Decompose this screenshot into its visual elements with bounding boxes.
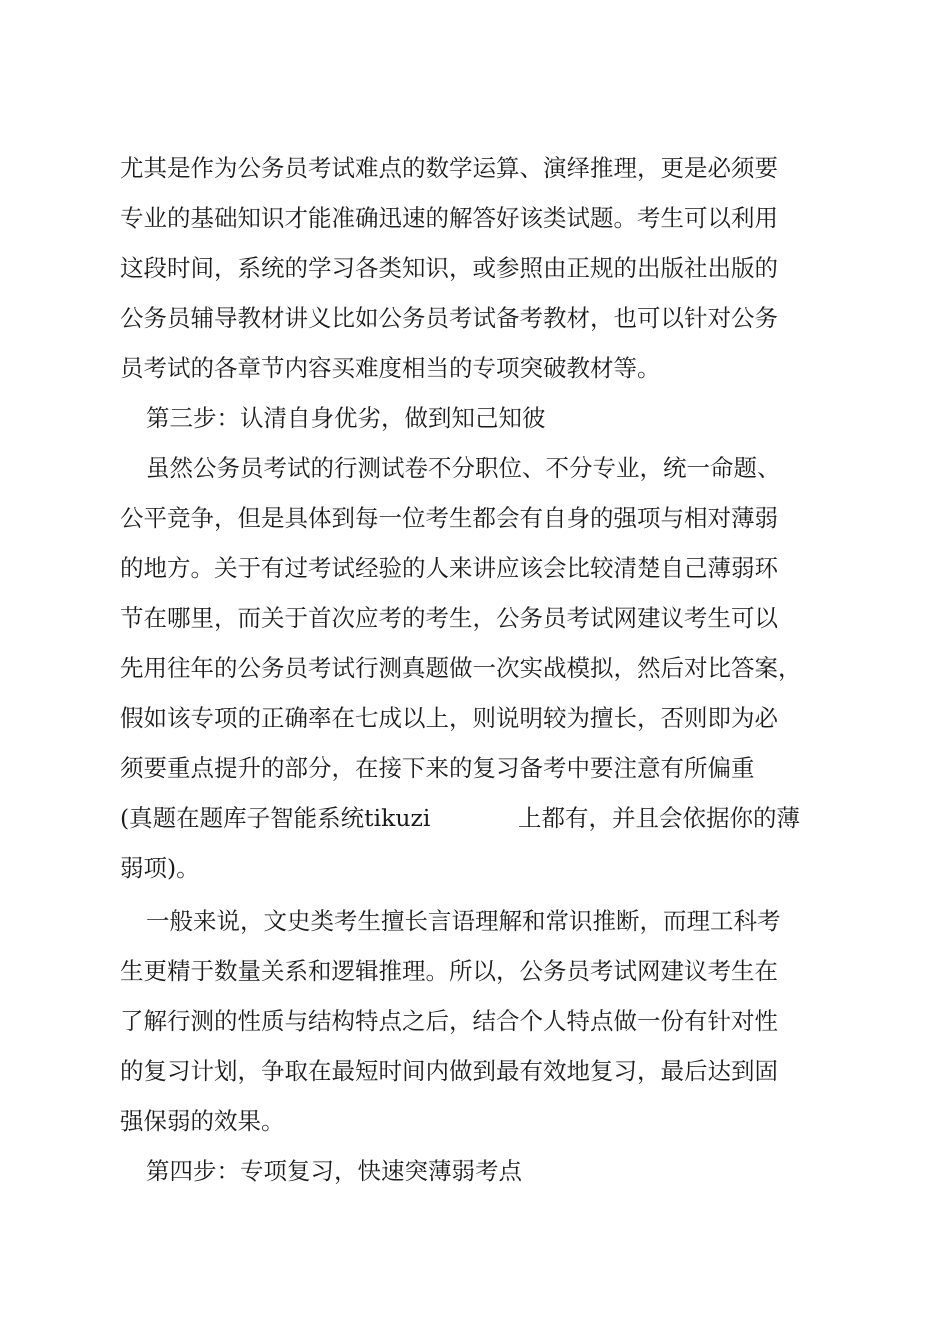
paragraph-line: 先用往年的公务员考试行测真题做一次实战模拟，然后对比答案， [120, 654, 802, 682]
paragraph-line: 的复习计划，争取在最短时间内做到最有效地复习，最后达到固 [120, 1057, 778, 1085]
paragraph-line: 强保弱的效果。 [120, 1107, 285, 1135]
paragraph-line: 公务员辅导教材讲义比如公务员考试备考教材，也可以针对公务 [120, 304, 778, 332]
section-heading-step-4: 第四步：专项复习，快速突薄弱考点 [146, 1157, 522, 1185]
paragraph-line: 生更精于数量关系和逻辑推理。所以，公务员考试网建议考生在 [120, 957, 778, 985]
paragraph-line: 专业的基础知识才能准确迅速的解答好该类试题。考生可以利用 [120, 204, 778, 232]
paragraph-line: 假如该专项的正确率在七成以上，则说明较为擅长，否则即为必 [120, 704, 778, 732]
paragraph-line: 的地方。关于有过考试经验的人来讲应该会比较清楚自己薄弱环 [120, 554, 778, 582]
paragraph-line: 公平竞争，但是具体到每一位考生都会有自身的强项与相对薄弱 [120, 504, 778, 532]
paragraph-line: 尤其是作为公务员考试难点的数学运算、演绎推理，更是必须要 [120, 154, 778, 182]
section-heading-step-3: 第三步：认清自身优劣，做到知己知彼 [146, 404, 546, 432]
paragraph-line: 了解行测的性质与结构特点之后，结合个人特点做一份有针对性 [120, 1007, 778, 1035]
paragraph-line: 节在哪里，而关于首次应考的考生，公务员考试网建议考生可以 [120, 604, 778, 632]
paragraph-line: 须要重点提升的部分，在接下来的复习备考中要注意有所偏重 [120, 754, 755, 782]
paragraph-line: 一般来说，文史类考生擅长言语理解和常识推断，而理工科考 [146, 907, 781, 935]
paragraph-line: 弱项)。 [120, 854, 200, 882]
paragraph-line: 员考试的各章节内容买难度相当的专项突破教材等。 [120, 354, 661, 382]
paragraph-line: (真题在题库子智能系统tikuzi [120, 804, 431, 832]
paragraph-line-tail: 上都有，并且会依据你的薄 [518, 804, 800, 832]
paragraph-line: 虽然公务员考试的行测试卷不分职位、不分专业，统一命题、 [146, 454, 781, 482]
paragraph-line: 这段时间，系统的学习各类知识，或参照由正规的出版社出版的 [120, 254, 778, 282]
